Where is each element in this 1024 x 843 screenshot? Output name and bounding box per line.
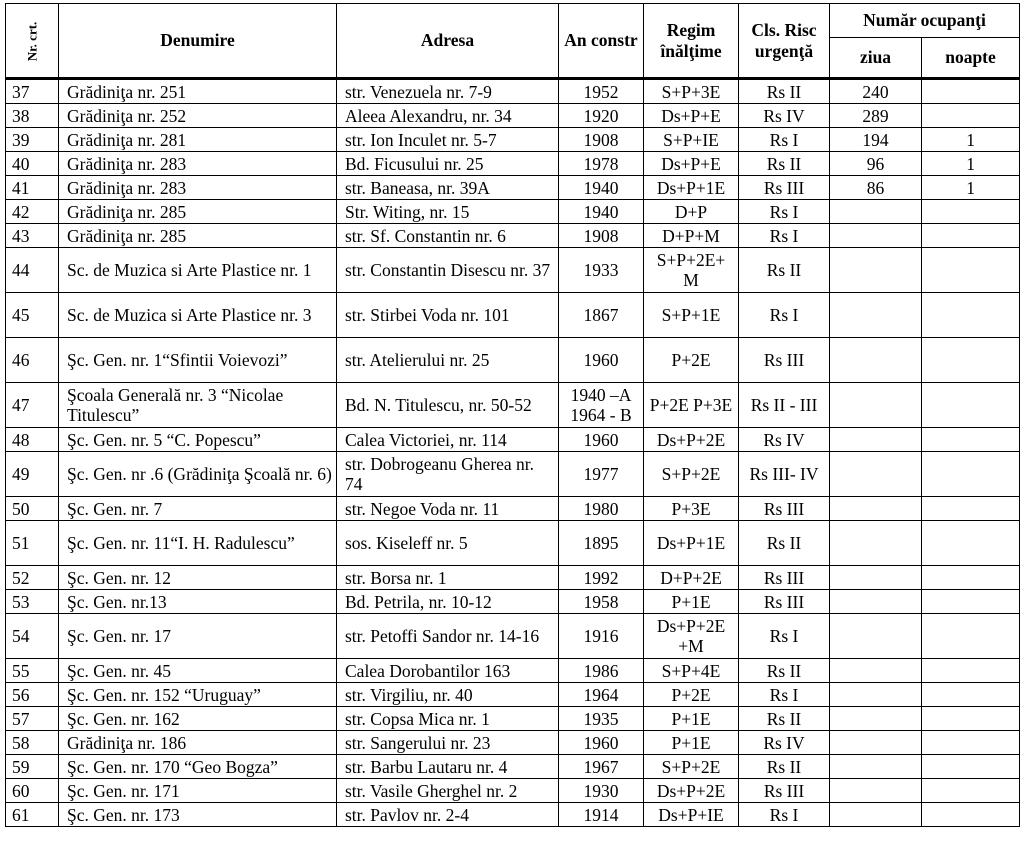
cell-denumire: Şc. Gen. nr. 7: [59, 497, 337, 521]
table-row: [6, 614, 1020, 659]
cell-noapte: [922, 104, 1020, 128]
cell-ziua: 289: [830, 104, 922, 128]
cell-denumire: Şc. Gen. nr. 5 “C. Popescu”: [59, 428, 337, 452]
cell-adresa: str. Pavlov nr. 2-4: [337, 803, 559, 827]
cell-noapte: [922, 803, 1020, 827]
cell-ziua: [830, 755, 922, 779]
cell-ziua: [830, 521, 922, 566]
cell-regim: Ds+P+1E: [644, 521, 739, 566]
table-row: [6, 104, 1020, 128]
cell-ziua: [830, 224, 922, 248]
cell-ziua: [830, 707, 922, 731]
cell-adresa: Bd. N. Titulescu, nr. 50-52: [337, 383, 559, 428]
cell-cls-risc: Rs IV: [739, 104, 830, 128]
cell-regim: P+1E: [644, 590, 739, 614]
cell-cls-risc: Rs III: [739, 779, 830, 803]
cell-ziua: [830, 566, 922, 590]
cell-denumire: Şc. Gen. nr. 45: [59, 659, 337, 683]
cell-ziua: [830, 200, 922, 224]
cell-nr: 44: [6, 248, 59, 293]
cell-noapte: [922, 224, 1020, 248]
cell-nr: 37: [6, 79, 59, 104]
cell-nr: 50: [6, 497, 59, 521]
cell-cls-risc: Rs I: [739, 683, 830, 707]
cell-noapte: [922, 614, 1020, 659]
cell-an-constr: 1977: [559, 452, 644, 497]
table-row: [6, 779, 1020, 803]
cell-noapte: 1: [922, 128, 1020, 152]
cell-adresa: str. Baneasa, nr. 39A: [337, 176, 559, 200]
table-row: [6, 128, 1020, 152]
cell-an-constr: 1895: [559, 521, 644, 566]
cell-noapte: [922, 383, 1020, 428]
table-row: [6, 755, 1020, 779]
table-row: [6, 497, 1020, 521]
cell-an-constr: 1960: [559, 428, 644, 452]
header-adresa: Adresa: [337, 4, 559, 79]
cell-an-constr: 1986: [559, 659, 644, 683]
cell-nr: 60: [6, 779, 59, 803]
cell-adresa: str. Venezuela nr. 7-9: [337, 79, 559, 104]
cell-ziua: [830, 779, 922, 803]
cell-an-constr: 1978: [559, 152, 644, 176]
cell-nr: 51: [6, 521, 59, 566]
cell-an-constr: 1914: [559, 803, 644, 827]
table-row: [6, 731, 1020, 755]
cell-cls-risc: Rs I: [739, 803, 830, 827]
cell-adresa: str. Ion Inculet nr. 5-7: [337, 128, 559, 152]
cell-adresa: Calea Dorobantilor 163: [337, 659, 559, 683]
cell-cls-risc: Rs I: [739, 614, 830, 659]
cell-adresa: str. Stirbei Voda nr. 101: [337, 293, 559, 338]
header-nr-crt: Nr. crt.: [6, 4, 59, 79]
table-row: [6, 659, 1020, 683]
cell-cls-risc: Rs II: [739, 521, 830, 566]
table-row: [6, 224, 1020, 248]
schools-risk-table: [5, 3, 1020, 827]
cell-cls-risc: Rs I: [739, 224, 830, 248]
cell-adresa: Bd. Ficusului nr. 25: [337, 152, 559, 176]
cell-cls-risc: Rs II: [739, 659, 830, 683]
cell-denumire: Şcoala Generală nr. 3 “Nicolae Titulescu”: [59, 383, 337, 428]
cell-cls-risc: Rs I: [739, 293, 830, 338]
cell-ziua: [830, 338, 922, 383]
cell-regim: P+1E: [644, 707, 739, 731]
cell-nr: 48: [6, 428, 59, 452]
cell-noapte: 1: [922, 176, 1020, 200]
cell-an-constr: 1958: [559, 590, 644, 614]
table-body: [6, 79, 1020, 827]
cell-cls-risc: Rs III: [739, 497, 830, 521]
cell-denumire: Şc. Gen. nr.13: [59, 590, 337, 614]
cell-ziua: [830, 659, 922, 683]
cell-an-constr: 1920: [559, 104, 644, 128]
cell-an-constr: 1940 –A 1964 - B: [559, 383, 644, 428]
cell-regim: S+P+2E+ M: [644, 248, 739, 293]
cell-noapte: [922, 590, 1020, 614]
cell-nr: 43: [6, 224, 59, 248]
header-noapte: noapte: [922, 38, 1020, 79]
cell-nr: 52: [6, 566, 59, 590]
table-row: [6, 707, 1020, 731]
cell-ziua: [830, 452, 922, 497]
cell-regim: S+P+IE: [644, 128, 739, 152]
cell-cls-risc: Rs IV: [739, 428, 830, 452]
cell-noapte: [922, 428, 1020, 452]
cell-regim: D+P+2E: [644, 566, 739, 590]
document-page: [5, 3, 1019, 841]
header-an-constr: An constr: [559, 4, 644, 79]
cell-cls-risc: Rs III: [739, 566, 830, 590]
table-row: [6, 248, 1020, 293]
cell-cls-risc: Rs I: [739, 200, 830, 224]
cell-an-constr: 1940: [559, 176, 644, 200]
cell-cls-risc: Rs II: [739, 248, 830, 293]
header-cls-risc: Cls. Risc urgenţă: [739, 4, 830, 79]
cell-an-constr: 1933: [559, 248, 644, 293]
header-numar-ocupanti: Număr ocupanţi: [830, 4, 1020, 38]
cell-regim: D+P: [644, 200, 739, 224]
cell-ziua: 240: [830, 79, 922, 104]
cell-denumire: Grădiniţa nr. 283: [59, 176, 337, 200]
table-header: [6, 4, 1020, 79]
cell-adresa: Calea Victoriei, nr. 114: [337, 428, 559, 452]
table-row: [6, 200, 1020, 224]
cell-denumire: Sc. de Muzica si Arte Plastice nr. 1: [59, 248, 337, 293]
cell-nr: 39: [6, 128, 59, 152]
cell-regim: Ds+P+E: [644, 152, 739, 176]
cell-an-constr: 1908: [559, 128, 644, 152]
cell-noapte: [922, 200, 1020, 224]
cell-regim: Ds+P+2E: [644, 779, 739, 803]
cell-noapte: [922, 566, 1020, 590]
cell-noapte: [922, 659, 1020, 683]
table-row: [6, 521, 1020, 566]
header-ziua: ziua: [830, 38, 922, 79]
cell-regim: D+P+M: [644, 224, 739, 248]
cell-an-constr: 1935: [559, 707, 644, 731]
cell-ziua: [830, 803, 922, 827]
cell-ziua: [830, 731, 922, 755]
cell-adresa: str. Negoe Voda nr. 11: [337, 497, 559, 521]
cell-noapte: [922, 521, 1020, 566]
cell-denumire: Grădiniţa nr. 251: [59, 79, 337, 104]
cell-nr: 59: [6, 755, 59, 779]
cell-noapte: 1: [922, 152, 1020, 176]
table-row: [6, 152, 1020, 176]
table-row: [6, 79, 1020, 104]
cell-cls-risc: Rs III: [739, 338, 830, 383]
cell-adresa: str. Barbu Lautaru nr. 4: [337, 755, 559, 779]
cell-denumire: Şc. Gen. nr. 170 “Geo Bogza”: [59, 755, 337, 779]
cell-denumire: Şc. Gen. nr .6 (Grădiniţa Şcoală nr. 6): [59, 452, 337, 497]
cell-an-constr: 1980: [559, 497, 644, 521]
cell-an-constr: 1960: [559, 731, 644, 755]
cell-denumire: Şc. Gen. nr. 162: [59, 707, 337, 731]
cell-cls-risc: Rs III: [739, 590, 830, 614]
cell-denumire: Şc. Gen. nr. 171: [59, 779, 337, 803]
cell-regim: S+P+3E: [644, 79, 739, 104]
cell-regim: Ds+P+E: [644, 104, 739, 128]
cell-adresa: str. Sf. Constantin nr. 6: [337, 224, 559, 248]
cell-denumire: Grădiniţa nr. 285: [59, 224, 337, 248]
cell-regim: Ds+P+1E: [644, 176, 739, 200]
cell-an-constr: 1992: [559, 566, 644, 590]
cell-cls-risc: Rs IV: [739, 731, 830, 755]
cell-ziua: [830, 428, 922, 452]
cell-nr: 61: [6, 803, 59, 827]
cell-ziua: 96: [830, 152, 922, 176]
table-row: [6, 683, 1020, 707]
cell-an-constr: 1867: [559, 293, 644, 338]
cell-adresa: str. Borsa nr. 1: [337, 566, 559, 590]
cell-regim: Ds+P+2E: [644, 428, 739, 452]
cell-nr: 47: [6, 383, 59, 428]
cell-an-constr: 1967: [559, 755, 644, 779]
table-row: [6, 428, 1020, 452]
cell-adresa: str. Atelierului nr. 25: [337, 338, 559, 383]
cell-nr: 57: [6, 707, 59, 731]
cell-nr: 54: [6, 614, 59, 659]
cell-ziua: [830, 590, 922, 614]
cell-noapte: [922, 497, 1020, 521]
cell-denumire: Şc. Gen. nr. 17: [59, 614, 337, 659]
cell-nr: 55: [6, 659, 59, 683]
cell-adresa: Bd. Petrila, nr. 10-12: [337, 590, 559, 614]
cell-regim: S+P+1E: [644, 293, 739, 338]
cell-ziua: [830, 497, 922, 521]
cell-an-constr: 1916: [559, 614, 644, 659]
table-row: [6, 566, 1020, 590]
cell-nr: 41: [6, 176, 59, 200]
cell-denumire: Grădiniţa nr. 285: [59, 200, 337, 224]
table-row: [6, 338, 1020, 383]
cell-noapte: [922, 779, 1020, 803]
cell-denumire: Sc. de Muzica si Arte Plastice nr. 3: [59, 293, 337, 338]
cell-adresa: str. Petoffi Sandor nr. 14-16: [337, 614, 559, 659]
cell-an-constr: 1960: [559, 338, 644, 383]
cell-an-constr: 1952: [559, 79, 644, 104]
cell-cls-risc: Rs II: [739, 152, 830, 176]
cell-denumire: Grădiniţa nr. 281: [59, 128, 337, 152]
cell-nr: 46: [6, 338, 59, 383]
cell-regim: S+P+2E: [644, 452, 739, 497]
cell-regim: S+P+2E: [644, 755, 739, 779]
cell-an-constr: 1908: [559, 224, 644, 248]
cell-nr: 45: [6, 293, 59, 338]
cell-adresa: sos. Kiseleff nr. 5: [337, 521, 559, 566]
cell-denumire: Grădiniţa nr. 283: [59, 152, 337, 176]
cell-cls-risc: Rs II: [739, 755, 830, 779]
cell-nr: 40: [6, 152, 59, 176]
cell-denumire: Şc. Gen. nr. 11“I. H. Radulescu”: [59, 521, 337, 566]
cell-ziua: 86: [830, 176, 922, 200]
cell-nr: 42: [6, 200, 59, 224]
header-denumire: Denumire: [59, 4, 337, 79]
cell-regim: Ds+P+2E +M: [644, 614, 739, 659]
cell-regim: P+1E: [644, 731, 739, 755]
table-row: [6, 293, 1020, 338]
cell-noapte: [922, 293, 1020, 338]
cell-noapte: [922, 731, 1020, 755]
cell-regim: S+P+4E: [644, 659, 739, 683]
cell-cls-risc: Rs I: [739, 128, 830, 152]
cell-regim: Ds+P+IE: [644, 803, 739, 827]
cell-noapte: [922, 452, 1020, 497]
cell-nr: 53: [6, 590, 59, 614]
cell-ziua: [830, 248, 922, 293]
cell-noapte: [922, 248, 1020, 293]
cell-adresa: str. Constantin Disescu nr. 37: [337, 248, 559, 293]
cell-ziua: [830, 383, 922, 428]
cell-regim: P+3E: [644, 497, 739, 521]
cell-regim: P+2E P+3E: [644, 383, 739, 428]
cell-denumire: Şc. Gen. nr. 1“Sfintii Voievozi”: [59, 338, 337, 383]
cell-ziua: [830, 614, 922, 659]
table-row: [6, 452, 1020, 497]
cell-noapte: [922, 79, 1020, 104]
cell-an-constr: 1930: [559, 779, 644, 803]
cell-noapte: [922, 755, 1020, 779]
cell-adresa: str. Dobrogeanu Gherea nr. 74: [337, 452, 559, 497]
cell-denumire: Grădiniţa nr. 252: [59, 104, 337, 128]
cell-adresa: str. Vasile Gherghel nr. 2: [337, 779, 559, 803]
cell-an-constr: 1940: [559, 200, 644, 224]
cell-denumire: Şc. Gen. nr. 12: [59, 566, 337, 590]
cell-adresa: Str. Witing, nr. 15: [337, 200, 559, 224]
table-row: [6, 176, 1020, 200]
cell-an-constr: 1964: [559, 683, 644, 707]
table-row: [6, 590, 1020, 614]
cell-adresa: str. Virgiliu, nr. 40: [337, 683, 559, 707]
cell-regim: P+2E: [644, 338, 739, 383]
table-row: [6, 803, 1020, 827]
cell-nr: 49: [6, 452, 59, 497]
cell-regim: P+2E: [644, 683, 739, 707]
cell-nr: 56: [6, 683, 59, 707]
cell-nr: 58: [6, 731, 59, 755]
cell-cls-risc: Rs III: [739, 176, 830, 200]
cell-noapte: [922, 707, 1020, 731]
cell-cls-risc: Rs II: [739, 79, 830, 104]
cell-cls-risc: Rs II: [739, 707, 830, 731]
cell-ziua: [830, 683, 922, 707]
cell-ziua: 194: [830, 128, 922, 152]
cell-adresa: str. Copsa Mica nr. 1: [337, 707, 559, 731]
cell-adresa: Aleea Alexandru, nr. 34: [337, 104, 559, 128]
cell-cls-risc: Rs II - III: [739, 383, 830, 428]
cell-denumire: Şc. Gen. nr. 173: [59, 803, 337, 827]
cell-adresa: str. Sangerului nr. 23: [337, 731, 559, 755]
cell-denumire: Şc. Gen. nr. 152 “Uruguay”: [59, 683, 337, 707]
cell-noapte: [922, 338, 1020, 383]
table-row: [6, 383, 1020, 428]
cell-cls-risc: Rs III- IV: [739, 452, 830, 497]
cell-noapte: [922, 683, 1020, 707]
cell-denumire: Grădiniţa nr. 186: [59, 731, 337, 755]
header-regim-inaltime: Regim înălţime: [644, 4, 739, 79]
cell-nr: 38: [6, 104, 59, 128]
cell-ziua: [830, 293, 922, 338]
